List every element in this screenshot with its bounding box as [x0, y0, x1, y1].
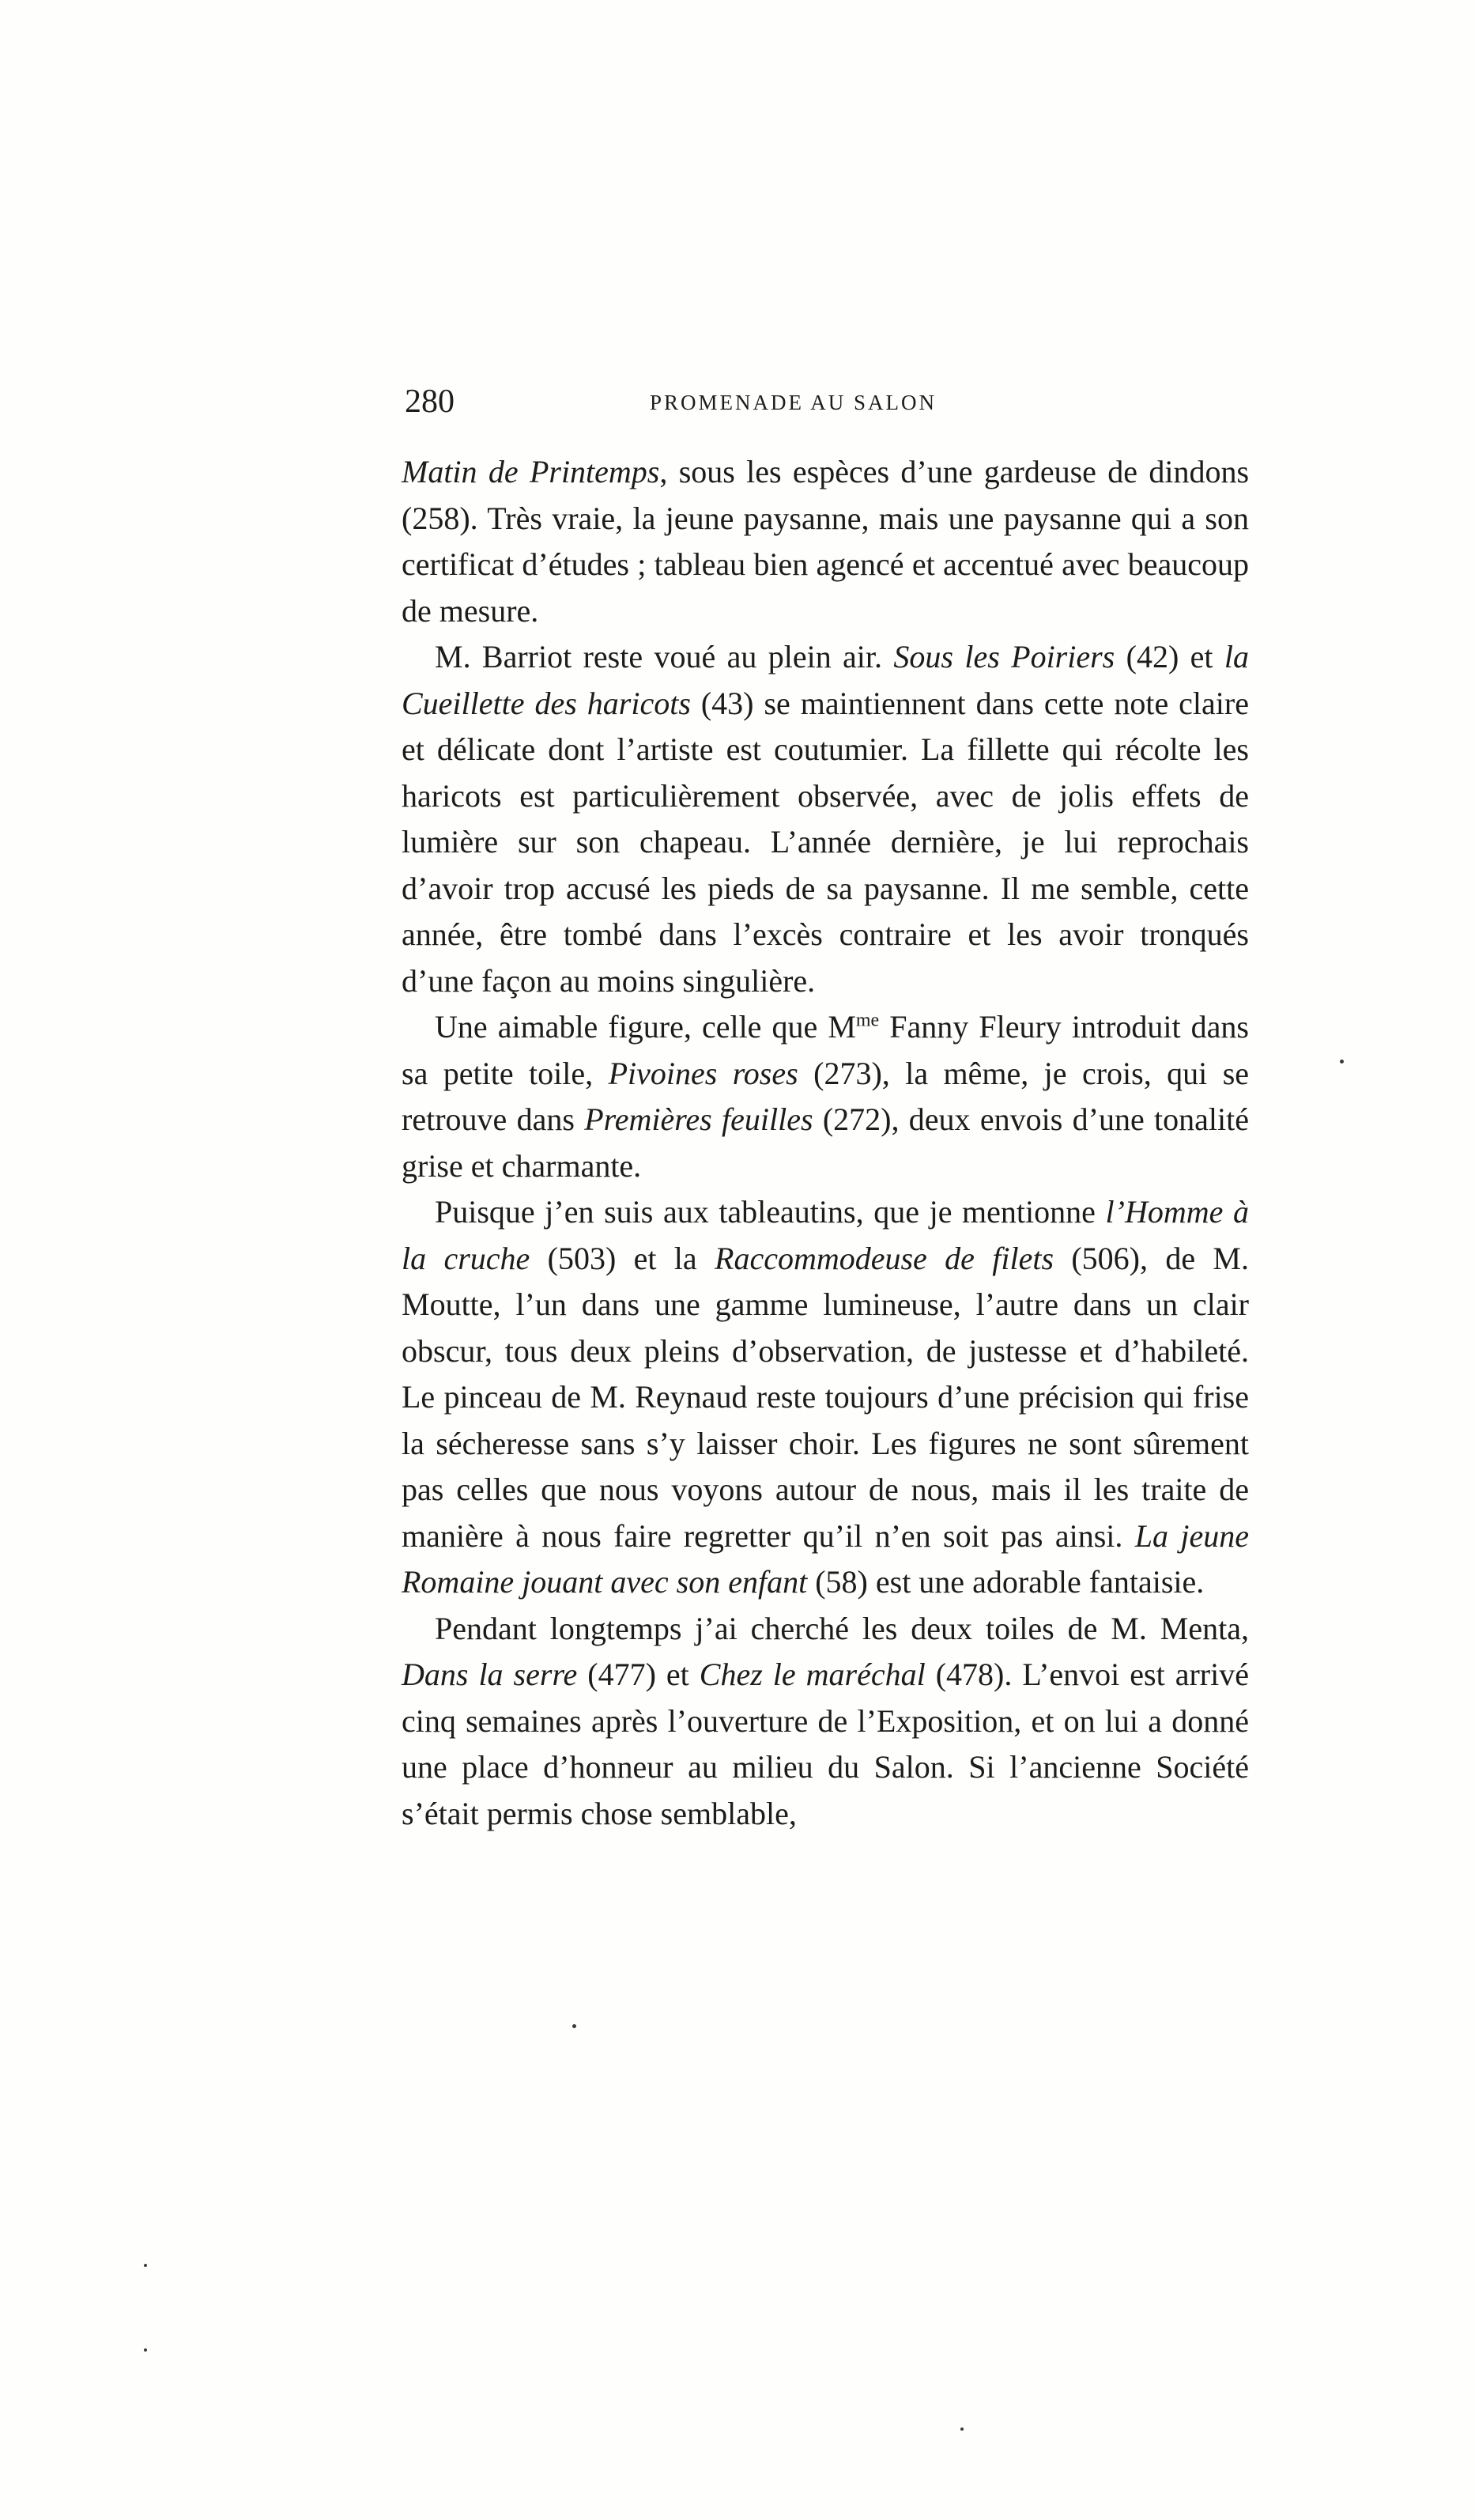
- italic-title: Raccommodeuse de filets: [715, 1240, 1054, 1276]
- text-run: Puisque j’en suis aux tableautins, que je mentionne: [435, 1194, 1106, 1230]
- paper-speck: [144, 2264, 147, 2267]
- page-number: 280: [405, 383, 455, 420]
- italic-title: La jeune Romaine jouant avec son enfant: [402, 1517, 1249, 1600]
- italic-title: la Cueillette des haricots: [402, 639, 1249, 721]
- text-run: Fanny Fleury introduit dans sa petite toile,: [402, 1009, 1250, 1091]
- italic-title: Matin de Printemps: [402, 454, 660, 489]
- italic-title: Pivoines roses: [608, 1055, 798, 1091]
- text-run: (478). L’envoi est arrivé cinq semaines après l’ouverture de l’Exposition, et on lui a donné une place d’honneur au milieu du Salon. Si l’ancienne Société s’était permis chose semblable,: [402, 1657, 1249, 1831]
- text-run: (43) se maintiennent dans cette note claire et délicate dont l’artiste est coutumier. La fillette qui récolte les haricots est particulièrement observée, avec de jolis effets de lumière sur son chapeau. L’année dernière, je lui reprochais d’avoir trop accusé les pieds de sa paysanne. Il me semble, cette année, être tombé dans l’excès contraire et les avoir tronqués d’une façon au moins singulière.: [402, 685, 1249, 999]
- text-run: (477) et: [577, 1657, 700, 1692]
- paragraph: [402, 1004, 1249, 1189]
- text-run: (503) et la: [530, 1240, 715, 1276]
- italic-title: Premières feuilles: [584, 1101, 813, 1137]
- text-run: (272), deux envois d’une tonalité grise et charmante.: [402, 1101, 1249, 1184]
- italic-title: Dans la serre: [402, 1657, 578, 1692]
- text-run: , sous les espèces d’une gardeuse de dindons (258). Très vraie, la jeune paysanne, mais une paysanne qui a son certificat d’études ; tableau bien agencé et accentué avec beaucoup de mesure.: [402, 454, 1250, 629]
- italic-title: Sous les Poiriers: [893, 639, 1115, 674]
- page-header: [405, 378, 1247, 425]
- abbreviation-superscript: me: [855, 1010, 880, 1031]
- text-run: M. Barriot reste voué au plein air.: [435, 639, 894, 674]
- text-run: Une aimable figure, celle que M: [435, 1009, 856, 1045]
- text-run: (42) et: [1115, 639, 1224, 674]
- paper-speck: [1340, 1060, 1344, 1064]
- paper-speck: [960, 2427, 964, 2431]
- text-run: (506), de M. Moutte, l’un dans une gamme lumineuse, l’autre dans un clair obscur, tous deux pleins d’observation, de justesse et d’habileté. Le pinceau de M. Reynaud reste toujours d’une précision qui frise la sécheresse sans s’y laisser choir. Les figures ne sont sûrement pas celles que nous voyons autour de nous, mais il les traite de manière à nous faire regretter qu’il n’en soit pas ainsi.: [402, 1240, 1249, 1554]
- text-run: (58) est une adorable fantaisie.: [807, 1564, 1205, 1600]
- paragraph: [402, 1189, 1249, 1606]
- paragraph: [402, 634, 1249, 1004]
- body-text: [402, 449, 1249, 1837]
- paper-speck: [572, 2024, 576, 2028]
- paragraph: [402, 1606, 1249, 1838]
- italic-title: Chez le maréchal: [699, 1657, 926, 1692]
- paragraph: [402, 449, 1249, 634]
- paper-speck: [144, 2348, 147, 2352]
- text-run: (273), la même, je crois, qui se retrouve dans: [402, 1055, 1250, 1137]
- text-run: Pendant longtemps j’ai cherché les deux toiles de M. Menta,: [435, 1610, 1249, 1646]
- italic-title: l’Homme à la cruche: [402, 1194, 1249, 1276]
- running-head: PROMENADE AU SALON: [650, 391, 937, 414]
